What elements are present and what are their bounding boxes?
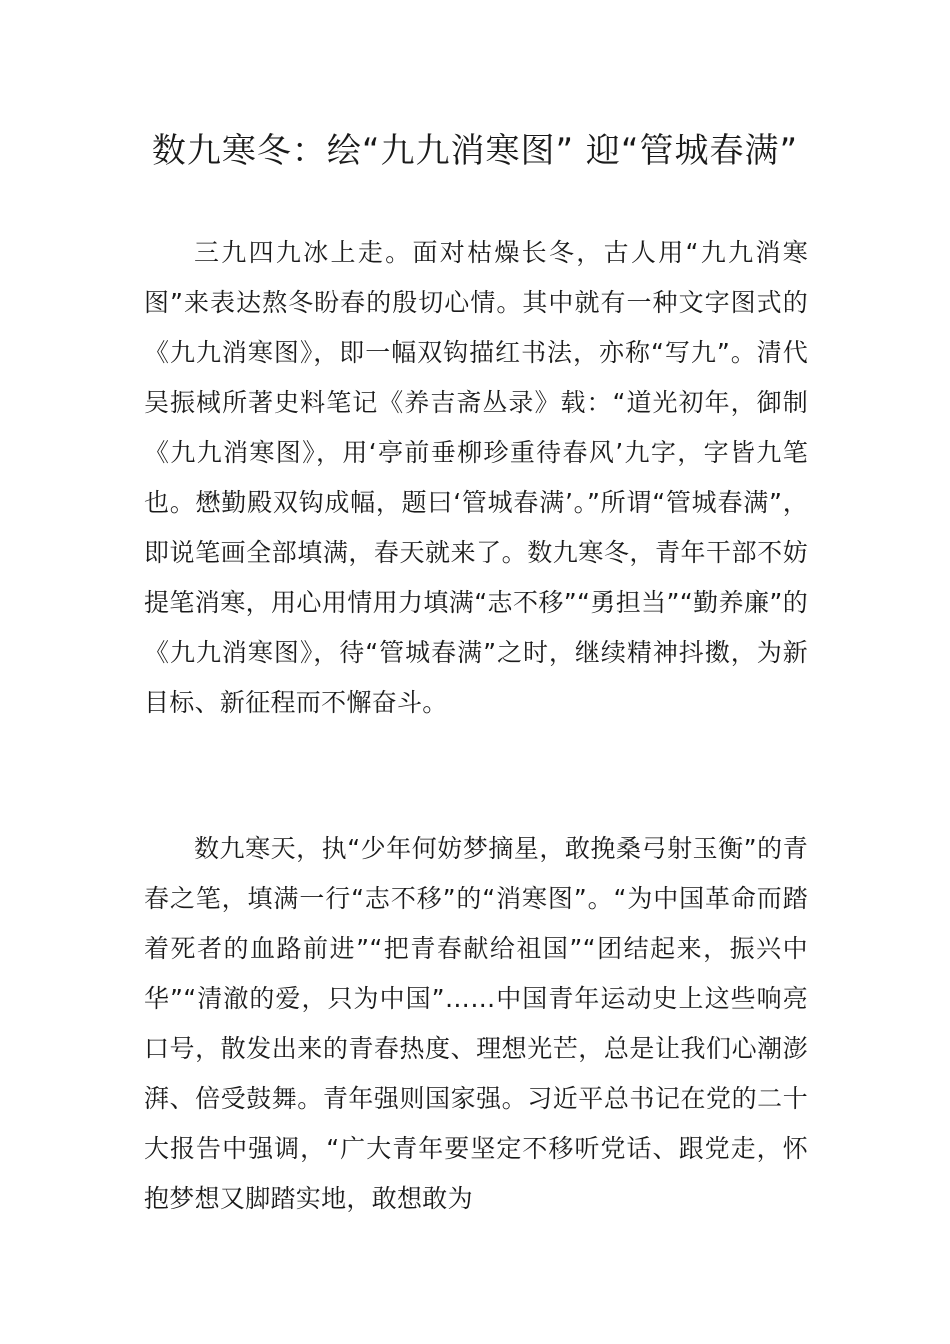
body-paragraph: 三九四九冰上走。面对枯燥长冬，古人用“九九消寒图”来表达熬冬盼春的殷切心情。其中就有一种文字图式的《九九消寒图》，即一幅双钩描红书法，亦称“写九”。清代吴振棫所著史料笔记《养吉斋丛录》载：“道光初年，御制《九九消寒图》，用‘亭前垂柳珍重待春风’九字，字皆九笔也。懋勤殿双钩成幅，题曰‘管城春满’。”所谓“管城春满”，即说笔画全部填满，春天就来了。数九寒冬，青年干部不妨提笔消寒，用心用情用力填满“志不移”“勇担当”“勤养廉”的《九九消寒图》，待“管城春满”之时，继续精神抖擞，为新目标、新征程而不懈奋斗。	[144, 238, 808, 717]
document-title: 数九寒冬：绘“九九消寒图” 迎“管城春满”	[151, 131, 799, 171]
body-paragraph: 数九寒天，执“少年何妨梦摘星，敢挽桑弓射玉衡”的青春之笔，填满一行“志不移”的“消寒图”。“为中国革命而踏着死者的血路前进”“把青春献给祖国”“团结起来，振兴中华”“清澈的爱，只为中国”……中国青年运动史上这些响亮口号，散发出来的青春热度、理想光芒，总是让我们心潮澎湃、倍受鼓舞。青年强则国家强。习近平总书记在党的二十大报告中强调，“广大青年要坚定不移听党话、跟党走，怀抱梦想又脚踏实地，敢想敢为	[144, 834, 808, 1213]
